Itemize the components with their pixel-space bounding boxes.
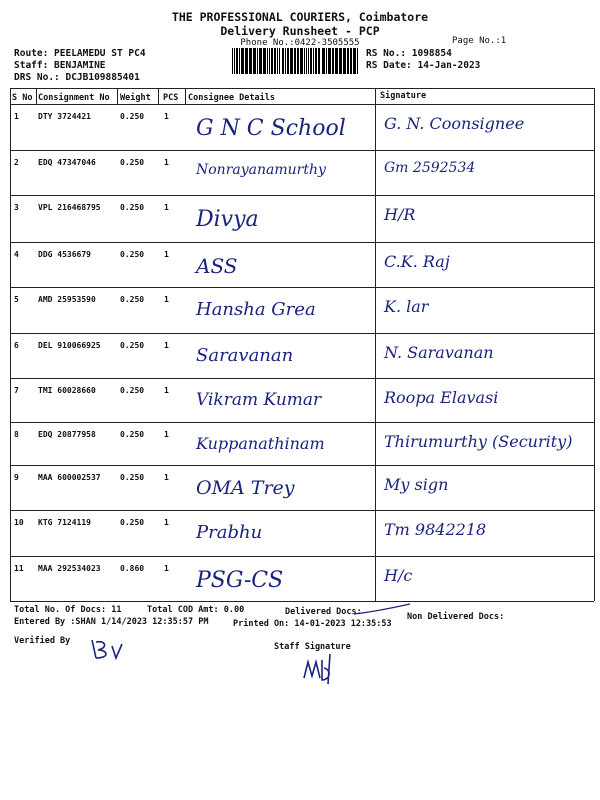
row-consignment-no: MAA 600002537: [38, 473, 101, 482]
barcode-bar: [245, 48, 248, 74]
barcode-bar: [339, 48, 342, 74]
table-top-border: [10, 88, 594, 89]
barcode-bar: [313, 48, 314, 74]
row-sno: 7: [14, 386, 19, 395]
row-consignee-handwritten: Saravanan: [196, 345, 294, 366]
row-sno: 2: [14, 158, 19, 167]
row-consignment-no: MAA 292534023: [38, 564, 101, 573]
row-divider: [10, 242, 594, 243]
row-pcs: 1: [164, 295, 169, 304]
row-consignment-no: KTG 7124119: [38, 518, 91, 527]
barcode-image: [232, 48, 360, 74]
barcode-bar: [335, 48, 338, 74]
row-divider: [10, 422, 594, 423]
row-sno: 1: [14, 112, 19, 121]
barcode-bar: [297, 48, 299, 74]
row-weight: 0.860: [120, 564, 145, 573]
row-weight: 0.250: [120, 250, 145, 259]
row-sno: 10: [14, 518, 24, 527]
row-pcs: 1: [164, 203, 169, 212]
rs-date: RS Date: 14-Jan-2023: [366, 60, 481, 71]
delivered-docs-label: Delivered Docs:: [285, 607, 362, 617]
row-sno: 9: [14, 473, 19, 482]
row-pcs: 1: [164, 112, 169, 121]
barcode-bar: [277, 48, 278, 74]
entered-by: Entered By :SHAN 1/14/2023 12:35:57 PM: [14, 617, 209, 627]
barcode-bar: [249, 48, 252, 74]
row-signature-handwritten: Roopa Elavasi: [384, 388, 499, 407]
barcode-bar: [306, 48, 307, 74]
barcode-bar: [308, 48, 309, 74]
col-header-consignee: Consignee Details: [188, 93, 275, 103]
row-divider: [10, 150, 594, 151]
barcode-bar: [253, 48, 256, 74]
row-consignee-handwritten: Nonrayanamurthy: [196, 162, 326, 178]
barcode-bar: [343, 48, 346, 74]
column-divider: [158, 88, 159, 104]
row-consignee-handwritten: OMA Trey: [196, 477, 295, 499]
rs-number: RS No.: 1098854: [366, 48, 452, 59]
row-signature-handwritten: G. N. Coonsignee: [384, 114, 525, 133]
row-weight: 0.250: [120, 518, 145, 527]
row-sno: 3: [14, 203, 19, 212]
barcode-bar: [328, 48, 331, 74]
row-consignee-handwritten: Vikram Kumar: [196, 390, 322, 410]
row-weight: 0.250: [120, 473, 145, 482]
row-divider: [10, 378, 594, 379]
barcode-bar: [326, 48, 327, 74]
non-delivered-docs-label: Non Delivered Docs:: [407, 612, 505, 622]
row-weight: 0.250: [120, 341, 145, 350]
barcode-bar: [271, 48, 273, 74]
barcode-bar: [285, 48, 286, 74]
column-divider: [375, 88, 376, 601]
barcode-bar: [322, 48, 325, 74]
barcode-bar: [241, 48, 244, 74]
row-signature-handwritten: C.K. Raj: [384, 252, 450, 271]
barcode-bar: [300, 48, 303, 74]
barcode-bar: [332, 48, 334, 74]
row-pcs: 1: [164, 564, 169, 573]
row-consignment-no: TMI 60028660: [38, 386, 96, 395]
row-consignment-no: EDQ 20877958: [38, 430, 96, 439]
barcode-bar: [353, 48, 356, 74]
table-bottom-border: [10, 601, 594, 602]
col-header-sno: S No: [12, 93, 33, 103]
row-weight: 0.250: [120, 112, 145, 121]
row-signature-handwritten: K. lar: [384, 297, 429, 316]
row-pcs: 1: [164, 473, 169, 482]
row-consignee-handwritten: PSG-CS: [196, 568, 284, 593]
row-pcs: 1: [164, 158, 169, 167]
barcode-bar: [357, 48, 358, 74]
page-number: Page No.:1: [452, 36, 507, 46]
row-divider: [10, 333, 594, 334]
total-cod: Total COD Amt: 0.00: [147, 605, 245, 615]
barcode-bar: [290, 48, 293, 74]
row-sno: 4: [14, 250, 19, 259]
table-side-border: [10, 88, 11, 601]
row-consignment-no: VPL 216468795: [38, 203, 101, 212]
verified-by-signature: [86, 636, 126, 664]
barcode-bar: [347, 48, 349, 74]
verified-by-label: Verified By: [14, 636, 71, 646]
barcode-bar: [236, 48, 238, 74]
route-label: Route: PEELAMEDU ST PC4: [14, 48, 146, 59]
barcode-bar: [287, 48, 289, 74]
barcode-bar: [274, 48, 276, 74]
table-side-border: [594, 88, 595, 601]
row-signature-handwritten: My sign: [384, 475, 449, 494]
row-weight: 0.250: [120, 295, 145, 304]
row-signature-handwritten: H/c: [384, 566, 413, 585]
row-divider: [10, 287, 594, 288]
row-divider: [10, 510, 594, 511]
row-pcs: 1: [164, 386, 169, 395]
company-title: THE PROFESSIONAL COURIERS, Coimbatore: [171, 10, 429, 24]
row-divider: [10, 465, 594, 466]
row-pcs: 1: [164, 430, 169, 439]
row-consignee-handwritten: Kuppanathinam: [196, 434, 325, 453]
barcode-bar: [350, 48, 352, 74]
row-signature-handwritten: Tm 9842218: [384, 520, 487, 539]
row-divider: [10, 195, 594, 196]
barcode-bar: [310, 48, 312, 74]
drs-number: DRS No.: DCJB109885401: [14, 72, 140, 83]
staff-signature-label: Staff Signature: [274, 642, 351, 652]
barcode-bar: [315, 48, 317, 74]
col-header-weight: Weight: [120, 93, 151, 103]
row-signature-handwritten: Thirumurthy (Security): [384, 432, 573, 451]
barcode-bar: [267, 48, 268, 74]
row-divider: [10, 556, 594, 557]
row-consignee-handwritten: ASS: [196, 254, 238, 278]
barcode-bar: [239, 48, 240, 74]
barcode-bar: [234, 48, 235, 74]
table-header-divider: [10, 104, 594, 105]
col-header-pcs: PCS: [163, 93, 179, 103]
total-docs: Total No. Of Docs: 11: [14, 605, 122, 615]
row-weight: 0.250: [120, 203, 145, 212]
staff-signature: [300, 650, 340, 686]
row-weight: 0.250: [120, 430, 145, 439]
row-consignment-no: EDQ 47347046: [38, 158, 96, 167]
barcode-bar: [259, 48, 262, 74]
staff-label: Staff: BENJAMINE: [14, 60, 106, 71]
row-sno: 8: [14, 430, 19, 439]
row-consignment-no: DEL 910066925: [38, 341, 101, 350]
printed-on: Printed On: 14-01-2023 12:35:53: [233, 619, 392, 629]
document-subtitle: Delivery Runsheet - PCP: [220, 24, 380, 38]
pen-mark: [352, 602, 412, 618]
barcode-bar: [269, 48, 270, 74]
row-consignee-handwritten: Divya: [196, 207, 259, 232]
column-divider: [117, 88, 118, 104]
column-divider: [36, 88, 37, 104]
row-consignment-no: AMD 25953590: [38, 295, 96, 304]
barcode-bar: [279, 48, 280, 74]
barcode-bar: [257, 48, 258, 74]
barcode-bar: [294, 48, 296, 74]
barcode-bar: [318, 48, 320, 74]
barcode-bar: [282, 48, 284, 74]
barcode-bar: [263, 48, 266, 74]
col-header-consignment: Consignment No: [38, 93, 110, 103]
phone-number: Phone No.:0422-3505555: [240, 38, 360, 48]
row-consignment-no: DDG 4536679: [38, 250, 91, 259]
row-signature-handwritten: Gm 2592534: [384, 160, 476, 176]
row-weight: 0.250: [120, 158, 145, 167]
barcode-bar: [232, 48, 233, 74]
row-consignee-handwritten: Hansha Grea: [196, 299, 316, 320]
row-weight: 0.250: [120, 386, 145, 395]
row-consignment-no: DTY 3724421: [38, 112, 91, 121]
row-signature-handwritten: H/R: [384, 205, 416, 224]
row-pcs: 1: [164, 250, 169, 259]
row-sno: 5: [14, 295, 19, 304]
row-consignee-handwritten: Prabhu: [196, 522, 263, 543]
row-consignee-handwritten: G N C School: [196, 116, 346, 141]
barcode-bar: [304, 48, 305, 74]
row-sno: 11: [14, 564, 24, 573]
row-signature-handwritten: N. Saravanan: [384, 343, 494, 362]
col-header-signature: Signature: [380, 91, 427, 101]
column-divider: [185, 88, 186, 104]
row-sno: 6: [14, 341, 19, 350]
row-pcs: 1: [164, 341, 169, 350]
row-pcs: 1: [164, 518, 169, 527]
